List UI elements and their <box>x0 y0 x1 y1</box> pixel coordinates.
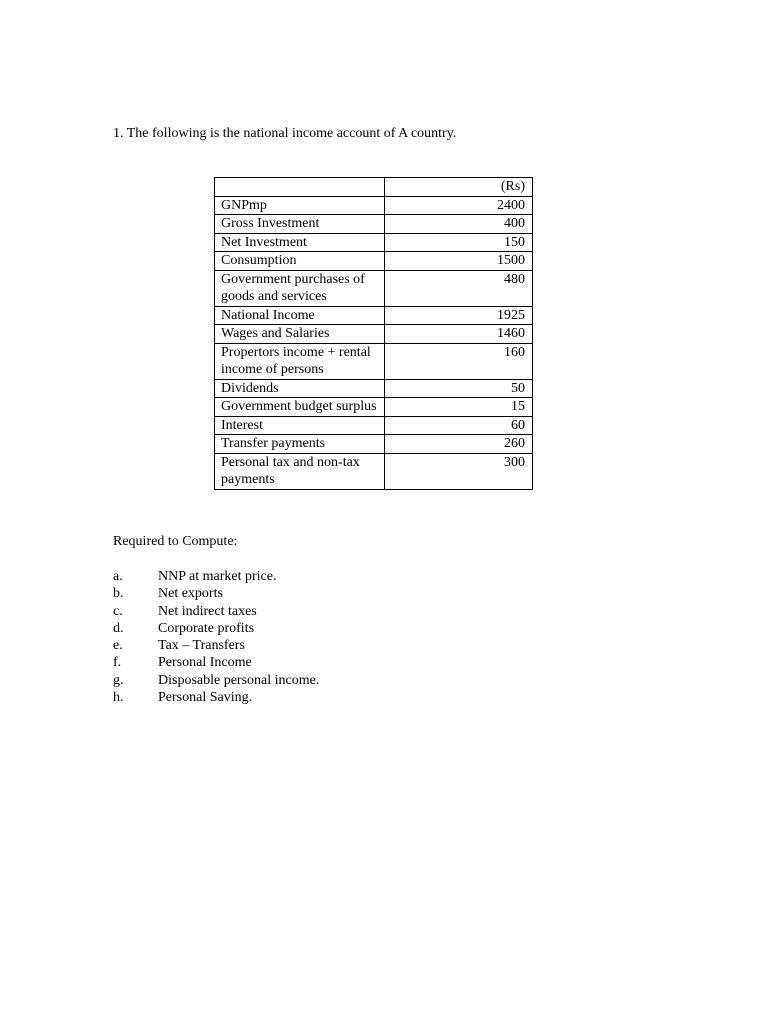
national-income-table <box>214 177 533 490</box>
task-list <box>113 568 319 706</box>
table-header-row <box>215 178 533 197</box>
task-letter: c. <box>113 603 123 619</box>
header-label-cell <box>215 178 385 197</box>
row-value: 2400 <box>385 196 533 215</box>
row-value: 400 <box>385 215 533 234</box>
table-row <box>215 325 533 344</box>
table-row <box>215 379 533 398</box>
task-text: Personal Income <box>158 655 252 671</box>
row-value: 1500 <box>385 252 533 271</box>
row-value: 150 <box>385 233 533 252</box>
table-row <box>215 453 533 489</box>
task-text: Net indirect taxes <box>158 603 257 619</box>
task-letter: g. <box>113 672 124 688</box>
task-letter: a. <box>113 569 123 584</box>
table-row <box>215 435 533 454</box>
list-item <box>113 654 319 671</box>
list-item <box>113 620 319 637</box>
row-label: Dividends <box>215 379 385 398</box>
task-text: Personal Saving. <box>158 690 253 706</box>
row-label: Interest <box>215 416 385 435</box>
list-item <box>113 568 319 585</box>
row-value: 1925 <box>385 306 533 325</box>
row-label: Government budget surplus <box>215 398 385 417</box>
table-row <box>215 215 533 234</box>
row-label: Government purchases of goods and services <box>215 270 385 306</box>
task-letter: d. <box>113 620 124 636</box>
row-label: Gross Investment <box>215 215 385 234</box>
required-heading: Required to Compute: <box>113 534 238 549</box>
row-value: 60 <box>385 416 533 435</box>
row-value: 160 <box>385 343 533 379</box>
row-label: Consumption <box>215 252 385 271</box>
row-label: GNPmp <box>215 196 385 215</box>
header-unit-cell: (Rs) <box>385 178 533 197</box>
table-row <box>215 416 533 435</box>
row-label: Wages and Salaries <box>215 325 385 344</box>
list-item <box>113 603 319 620</box>
table-row <box>215 306 533 325</box>
row-label: National Income <box>215 306 385 325</box>
row-value: 480 <box>385 270 533 306</box>
table-row <box>215 270 533 306</box>
table-row <box>215 252 533 271</box>
task-text: Disposable personal income. <box>158 672 320 688</box>
row-value: 50 <box>385 379 533 398</box>
row-value: 260 <box>385 435 533 454</box>
table-row <box>215 343 533 379</box>
list-item <box>113 585 319 602</box>
task-letter: e. <box>113 638 123 654</box>
task-text: Tax – Transfers <box>158 638 245 654</box>
list-item <box>113 637 319 654</box>
row-value: 300 <box>385 453 533 489</box>
table-row <box>215 233 533 252</box>
task-letter: f. <box>113 655 122 671</box>
table-row <box>215 196 533 215</box>
list-item <box>113 689 319 706</box>
task-text: Corporate profits <box>158 620 255 636</box>
task-letter: b. <box>113 586 124 602</box>
row-label: Personal tax and non-tax payments <box>215 453 385 489</box>
row-value: 1460 <box>385 325 533 344</box>
row-label: Net Investment <box>215 233 385 252</box>
task-text: NNP at market price. <box>158 569 277 584</box>
row-label: Transfer payments <box>215 435 385 454</box>
list-item <box>113 672 319 689</box>
row-value: 15 <box>385 398 533 417</box>
question-text: 1. The following is the national income account of A country. <box>113 126 457 141</box>
row-label: Propertors income + rental income of persons <box>215 343 385 379</box>
task-text: Net exports <box>158 586 223 602</box>
task-letter: h. <box>113 690 124 706</box>
table-row <box>215 398 533 417</box>
